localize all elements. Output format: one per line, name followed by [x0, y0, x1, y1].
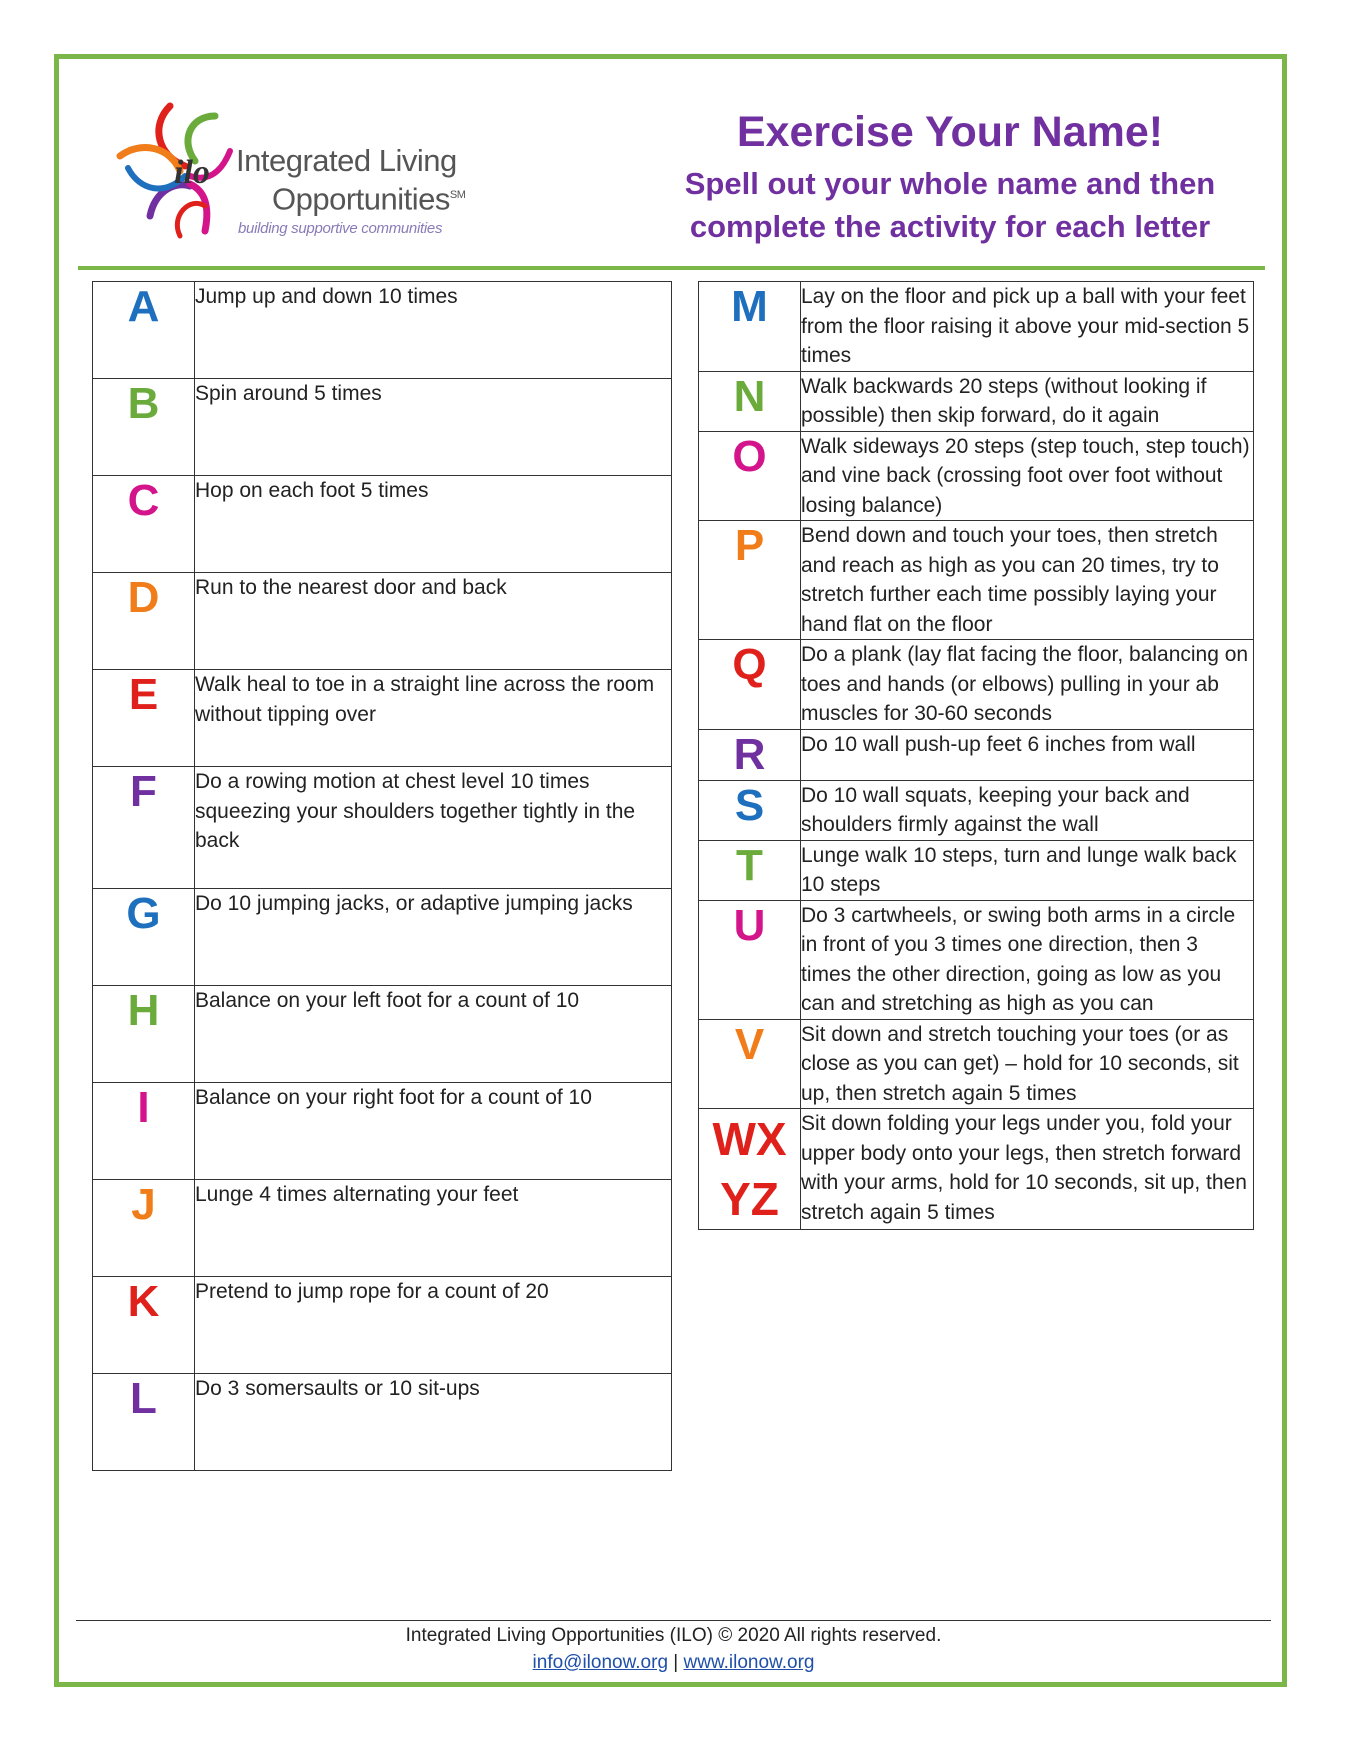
- exercise-letter: U: [699, 900, 801, 1019]
- ilo-logo: [110, 96, 470, 256]
- header-divider: [78, 266, 1265, 270]
- exercise-row: [93, 767, 672, 889]
- exercise-row: [93, 986, 672, 1083]
- exercise-row: [93, 379, 672, 476]
- exercise-row: [93, 282, 672, 379]
- page-subtitle: [660, 162, 1240, 248]
- exercise-description: Lay on the floor and pick up a ball with your feet from the floor raising it above your mid-section 5 times: [801, 282, 1254, 372]
- logo-service-mark: SM: [449, 189, 466, 201]
- footer-links: [76, 1649, 1271, 1676]
- subtitle-line-1: Spell out your whole name and then: [684, 166, 1216, 201]
- exercise-row: [93, 476, 672, 573]
- exercise-row: [699, 431, 1254, 521]
- exercise-description: Sit down folding your legs under you, fold your upper body onto your legs, then stretch forward with your arms, hold for 10 seconds, sit up, then stretch again 5 times: [801, 1109, 1254, 1230]
- exercise-letter: WX YZ: [699, 1109, 801, 1230]
- exercise-letter: G: [93, 889, 195, 986]
- footer: [76, 1622, 1271, 1676]
- exercise-description: Do a rowing motion at chest level 10 times squeezing your shoulders together tightly in the back: [195, 767, 672, 889]
- exercise-row: [699, 371, 1254, 431]
- exercise-description: Walk heal to toe in a straight line across the room without tipping over: [195, 670, 672, 767]
- exercise-letter: A: [93, 282, 195, 379]
- exercise-description: Balance on your right foot for a count of 10: [195, 1083, 672, 1180]
- exercise-row: [699, 640, 1254, 730]
- logo-line-1: Integrated Living: [236, 143, 457, 178]
- exercise-letter: N: [699, 371, 801, 431]
- logo-mark-text: ilo: [174, 154, 210, 191]
- exercise-letter: B: [93, 379, 195, 476]
- exercise-letter: H: [93, 986, 195, 1083]
- exercise-row: [93, 889, 672, 986]
- exercise-row: [93, 670, 672, 767]
- exercise-letter: K: [93, 1277, 195, 1374]
- exercise-row: [93, 1277, 672, 1374]
- exercise-description: Walk sideways 20 steps (step touch, step touch) and vine back (crossing foot over foot without losing balance): [801, 431, 1254, 521]
- exercise-letter: C: [93, 476, 195, 573]
- exercise-letter: F: [93, 767, 195, 889]
- exercise-description: Do 10 wall squats, keeping your back and shoulders firmly against the wall: [801, 780, 1254, 840]
- footer-divider: [76, 1620, 1271, 1621]
- exercise-letter: L: [93, 1374, 195, 1471]
- exercise-description: Do 3 cartwheels, or swing both arms in a circle in front of you 3 times one direction, then 3 times the other direction, going as low as you can and stretching as high as you can: [801, 900, 1254, 1019]
- exercise-description: Hop on each foot 5 times: [195, 476, 672, 573]
- exercise-description: Bend down and touch your toes, then stretch and reach as high as you can 20 times, try to stretch further each time possibly laying your hand flat on the floor: [801, 521, 1254, 640]
- exercise-description: Pretend to jump rope for a count of 20: [195, 1277, 672, 1374]
- exercise-row: [699, 840, 1254, 900]
- exercise-row: [699, 521, 1254, 640]
- exercise-row: [93, 1374, 672, 1471]
- exercise-row: [699, 780, 1254, 840]
- exercise-description: Spin around 5 times: [195, 379, 672, 476]
- exercise-row: [93, 1180, 672, 1277]
- exercise-row: [699, 900, 1254, 1019]
- exercise-letter: V: [699, 1019, 801, 1109]
- footer-separator: |: [673, 1652, 679, 1673]
- email-link[interactable]: info@ilonow.org: [532, 1652, 669, 1673]
- logo-name: [236, 144, 465, 216]
- exercise-row: [93, 573, 672, 670]
- exercise-letter: R: [699, 729, 801, 780]
- exercise-letter: P: [699, 521, 801, 640]
- exercise-description: Jump up and down 10 times: [195, 282, 672, 379]
- page-heading: [660, 106, 1240, 248]
- exercise-description: Run to the nearest door and back: [195, 573, 672, 670]
- exercise-row: [699, 1109, 1254, 1230]
- exercise-letter: M: [699, 282, 801, 372]
- logo-line-2: [272, 178, 465, 216]
- exercise-letter: I: [93, 1083, 195, 1180]
- exercise-letter: O: [699, 431, 801, 521]
- logo-tagline: building supportive communities: [238, 220, 443, 237]
- exercise-letter: S: [699, 780, 801, 840]
- subtitle-line-2: complete the activity for each letter: [689, 209, 1211, 244]
- page-title: Exercise Your Name!: [736, 108, 1164, 156]
- footer-copyright: Integrated Living Opportunities (ILO) © 2020 All rights reserved.: [405, 1625, 942, 1646]
- exercise-description: Do 10 wall push-up feet 6 inches from wall: [801, 729, 1254, 780]
- exercise-table-right: [698, 281, 1254, 1230]
- exercise-letter: D: [93, 573, 195, 670]
- exercise-description: Do a plank (lay flat facing the floor, balancing on toes and hands (or elbows) pulling in your ab muscles for 30-60 seconds: [801, 640, 1254, 730]
- exercise-description: Do 10 jumping jacks, or adaptive jumping jacks: [195, 889, 672, 986]
- exercise-description: Lunge 4 times alternating your feet: [195, 1180, 672, 1277]
- logo-line-2-text: Opportunities: [272, 181, 450, 217]
- exercise-description: Do 3 somersaults or 10 sit-ups: [195, 1374, 672, 1471]
- exercise-row: [699, 729, 1254, 780]
- exercise-row: [699, 1019, 1254, 1109]
- exercise-letter: J: [93, 1180, 195, 1277]
- exercise-description: Walk backwards 20 steps (without looking if possible) then skip forward, do it again: [801, 371, 1254, 431]
- exercise-description: Balance on your left foot for a count of 10: [195, 986, 672, 1083]
- exercise-letter: T: [699, 840, 801, 900]
- exercise-description: Lunge walk 10 steps, turn and lunge walk back 10 steps: [801, 840, 1254, 900]
- exercise-row: [93, 1083, 672, 1180]
- exercise-letter: Q: [699, 640, 801, 730]
- website-link[interactable]: www.ilonow.org: [683, 1652, 815, 1673]
- exercise-table-left: [92, 281, 672, 1471]
- exercise-description: Sit down and stretch touching your toes (or as close as you can get) – hold for 10 seconds, sit up, then stretch again 5 times: [801, 1019, 1254, 1109]
- exercise-row: [699, 282, 1254, 372]
- exercise-letter: E: [93, 670, 195, 767]
